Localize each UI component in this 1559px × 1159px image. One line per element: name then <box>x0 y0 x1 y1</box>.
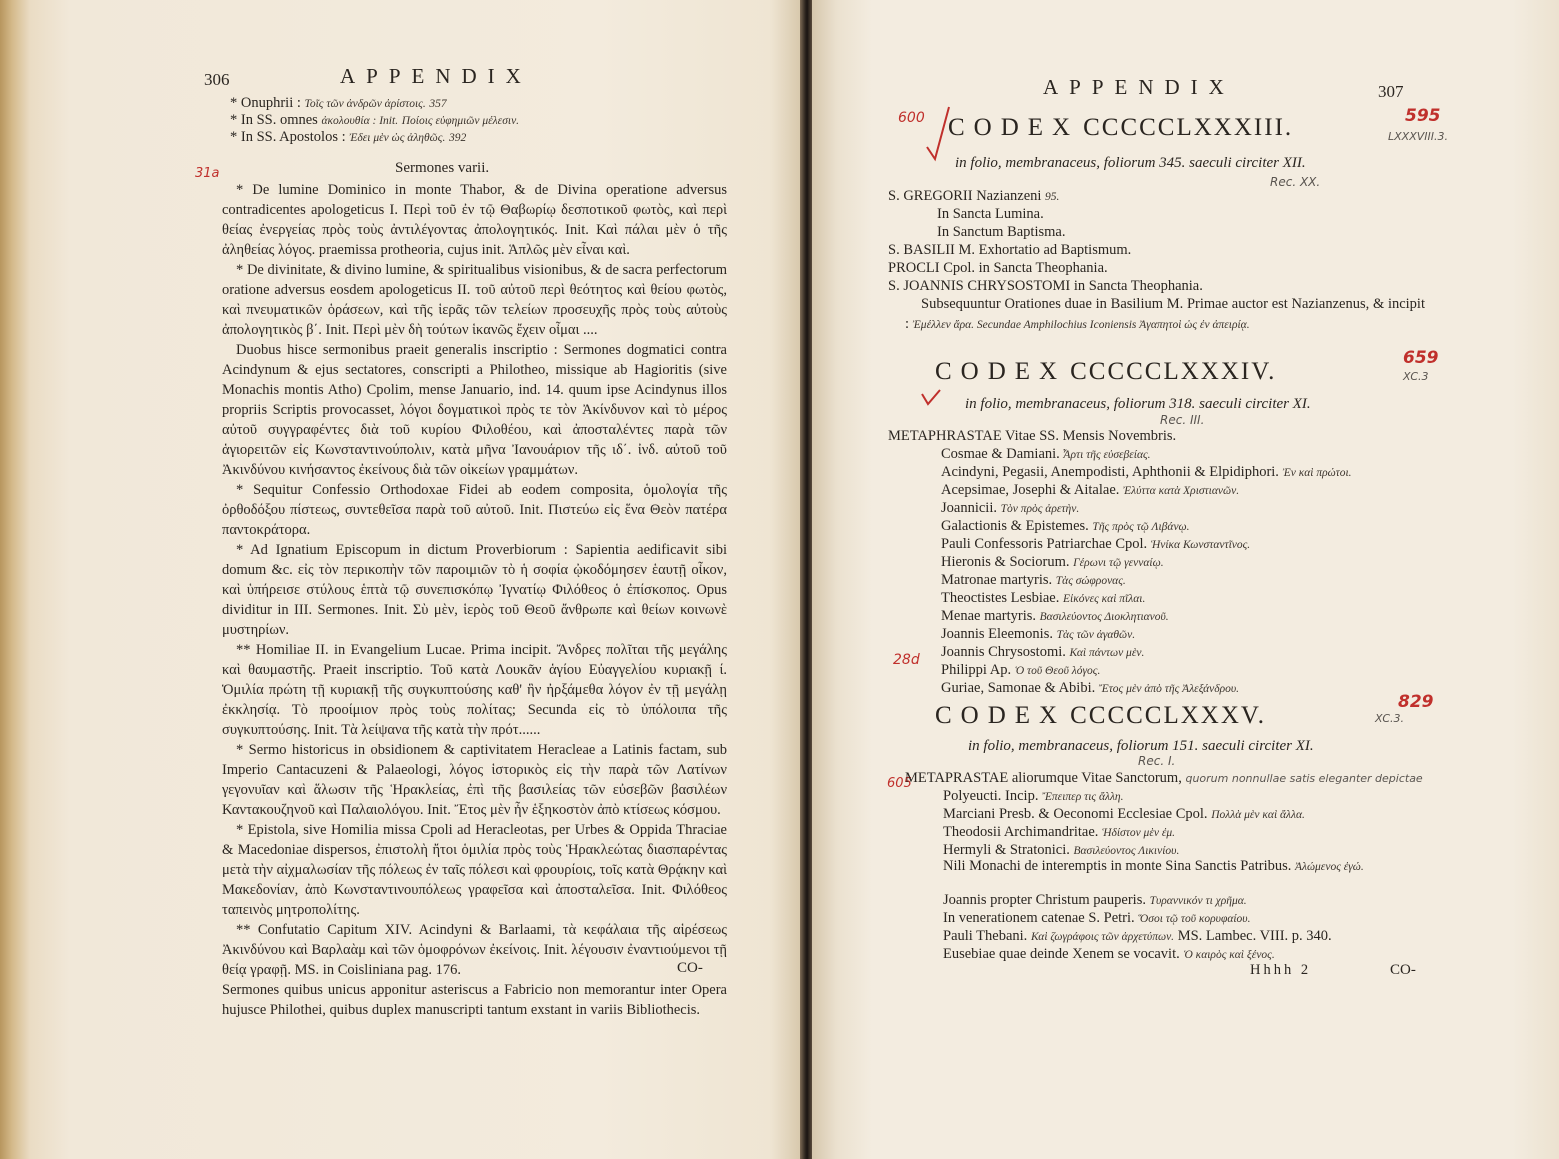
section-heading: Sermones varii. <box>395 160 490 176</box>
hand-note: Rec. III. <box>1160 413 1205 427</box>
book-gutter <box>800 0 812 1159</box>
top-item: * In SS. Apostolos : Ἐδει μὲν ὡς ἀληθῶς. 392 <box>230 129 467 145</box>
list-item: Guriae, Samonae & Abibi. Ἔτος μὲν ἀπὸ τῆς Ἀλεξάνδρου. <box>941 680 1240 696</box>
codex-heading: CODEX CCCCCLXXXIII. <box>948 114 1294 141</box>
red-annotation: 659 <box>1403 348 1439 368</box>
list-item: In Sanctum Baptisma. <box>937 224 1066 240</box>
list-item: Joannis Chrysostomi. Καὶ πάντων μὲν. <box>941 644 1145 660</box>
list-item: Acindyni, Pegasii, Anempodisti, Aphthonii & Elpidiphori. Ἐν καὶ πρώτοι. <box>941 464 1352 480</box>
list-item: Joannicii. Τὸν πρὸς ἀρετὴν. <box>941 500 1080 516</box>
list-item: Pauli Thebani. Καὶ ζωγράφοις τῶν ἀρχετύπων. MS. Lambec. VIII. p. 340. <box>943 928 1332 944</box>
pencil-annotation: XC.3. <box>1375 712 1405 725</box>
paragraph: * De lumine Dominico in monte Thabor, & de Divina operatione adversus contradicentes apologeticus I. Περὶ τοῦ ἐν τῷ Θαβωρίῳ δεσποτικοῦ φωτὸς, καὶ περὶ θείας ἐνεργείας πρὸς τοὺς ἀντιλέγοντας ἀπολογητικός. Init. Καὶ πάλαι μὲν ὁ τῆς ἀληθείας λόγος. praemissa protheoria, cujus init. Ἁπλῶς μὲν εἶναι καὶ. <box>222 182 727 258</box>
list-item: METAPRASTAE aliorumque Vitae Sanctorum, quorum nonnullae satis eleganter depictae <box>905 770 1423 786</box>
list-item: Marciani Presb. & Oeconomi Ecclesiae Cpol. Πολλὰ μὲν καὶ ἄλλα. <box>943 806 1305 822</box>
list-item: Theoctistes Lesbiae. Εἰκόνες καὶ πῖλαι. <box>941 590 1146 606</box>
page-number-left: 306 <box>204 70 230 89</box>
list-item: Philippi Ap. Ὁ τοῦ Θεοῦ λόγος. <box>941 662 1101 678</box>
codex-description: in folio, membranaceus, foliorum 151. saeculi circiter XI. <box>968 738 1314 754</box>
codex-description: in folio, membranaceus, foliorum 318. saeculi circiter XI. <box>965 396 1311 412</box>
catchword-left: CO- <box>677 960 703 976</box>
signature-mark: Hhhh 2 <box>1250 962 1312 978</box>
list-item: Theodosii Archimandritae. Ἡδίστον μὲν ἐμ. <box>943 824 1176 840</box>
list-item: S. BASILII M. Exhortatio ad Baptismum. <box>888 242 1132 258</box>
list-item: Joannis propter Christum pauperis. Τυραννικόν τι χρῆμα. <box>943 892 1247 908</box>
list-item: In Sancta Lumina. <box>937 206 1044 222</box>
margin-annotation: 605 <box>887 776 912 791</box>
paragraph: * Sequitur Confessio Orthodoxae Fidei ab eodem composita, ὁμολογία τῆς ὀρθοδόξου πίστεως, συντεθεῖσα παρὰ τοῦ αὐτοῦ. Init. Πιστεύω εἰς ἕνα Θεὸν πατέρα παντοκράτορα. <box>222 482 727 538</box>
list-item: Galactionis & Epistemes. Τῆς πρὸς τῷ Λιβάνῳ. <box>941 518 1190 534</box>
paragraph: * Sermo historicus in obsidionem & captivitatem Heracleae a Latinis factam, sub Imperio Cantacuzeni & Palaeologi, λόγος ἱστορικὸς εἰς τὴν παρὰ τῶν Λατίνων γεγονυῖαν καὶ ἅλωσιν τῆς Ἡρακλείας, ἐπὶ τῆς βασιλείας τῶν εὐσεβῶν βασιλέων Καντακουζηνοῦ καὶ Παλαιολόγου. Init. Ἔτος μὲν ἦν ἑξηκοστὸν ἀπὸ κτίσεως κόσμου. <box>222 742 727 818</box>
list-item: Hermyli & Stratonici. Βασιλεύοντος Λικινίου. <box>943 842 1180 858</box>
list-item: S. JOANNIS CHRYSOSTOMI in Sancta Theophania. <box>888 278 1203 294</box>
paragraph: * Epistola, sive Homilia missa Cpoli ad Heracleotas, per Urbes & Oppida Thraciae & Macedoniae dispersos, ἐπιστολὴ ἤτοι ὁμιλία πρὸς τοὺς Ἡρακλεώτας διασπαρέντας μετὰ τὴν αἰχμαλωσίαν τῆς πόλεως ἐν ταῖς πόλεσι καὶ φρουρίοις, τοῖς κατὰ Θρᾴκην καὶ Μακεδονίαν, ἀπὸ Κωνσταντινουπόλεως γραφεῖσα καὶ ἀποσταλεῖσα. Init. Φιλόθεος ταπεινὸς μητροπολίτης. <box>222 822 727 918</box>
paragraph: * De divinitate, & divino lumine, & spiritualibus visionibus, & de sacra perfectorum oratione adversus eosdem apologeticus II. τοῦ αὐτοῦ περὶ θεότητος καὶ θείου φωτὸς, καὶ πνευματικῶν ὁράσεων, καὶ τῆς ἱερᾶς τῶν τελείων προσευχῆς πρὸς τοὺς αὐτοὺς ἀπολογητικὸς β΄. Init. Περὶ μὲν δὴ τούτων ἱκανῶς ἔχειν οἶμαι .... <box>222 262 727 338</box>
top-item: * Onuphrii : Τοῖς τῶν ἀνδρῶν ἀρίστοις. 357 <box>230 95 447 111</box>
paragraph: ** Confutatio Capitum XIV. Acindyni & Barlaami, τὰ κεφάλαια τῆς αἱρέσεως Ἀκινδύνου καὶ Βαρλαὰμ καὶ τῶν ὁμοφρόνων ἐκείνοις. Init. λέγουσιν ἐναντιούμενοι τῇ θείᾳ γραφῇ. MS. in Coisliniana pag. 176. <box>222 922 727 978</box>
list-item: Nili Monachi de interemptis in monte Sina Sanctis Patribus. Ἀλώμενος ἐγώ. <box>943 858 1364 874</box>
margin-annotation: 600 <box>898 110 925 126</box>
paragraph: Sermones quibus unicus apponitur asteriscus a Fabricio non memorantur inter Opera hujusce Philothei, quibus duplex manuscripti tantum exstant in variis Bibliothecis. <box>222 982 727 1018</box>
list-item: Menae martyris. Βασιλεύοντος Διοκλητιανοῦ. <box>941 608 1169 624</box>
list-item: Cosmae & Damiani. Ἆρτι τῆς εὐσεβείας. <box>941 446 1151 462</box>
list-item: PROCLI Cpol. in Sancta Theophania. <box>888 260 1108 276</box>
paragraph: Duobus hisce sermonibus praeit generalis inscriptio : Sermones dogmatici contra Acindynum & ejus sectatores, conscripti a Philotheo, missique ab Hagioritis (sive Monachis montis Atho) Cpolim, mense Januario, ind. 14. quum ipse Acindynus illos propriis Scriptis provocasset, λόγοι δογματικοὶ πρὸς τε τὸν Ἀκίνδυνον καὶ τὸ μέρος αὐτοῦ συγγραφέντες διὰ τοῦ κυρίου Φιλοθέου, καὶ ἀποσταλέντες παρὰ τῶν ἁγιορειτῶν εἰς Κωνσταντινούπολιν, κατὰ μῆνα Ἰανουάριον τῆς ιδ΄. ἰνδ. αὐτοῦ τοῦ Ἀκινδύνου κινήσαντος ἐκείνους διὰ τῶν οἰκείων γραμμάτων. <box>222 342 727 478</box>
list-item: Matronae martyris. Τὰς σώφρονας. <box>941 572 1126 588</box>
pencil-annotation: LXXXVIII.3. <box>1388 130 1448 143</box>
red-annotation: 829 <box>1398 692 1434 712</box>
hand-note: Rec. I. <box>1138 754 1176 768</box>
pencil-annotation: XC.3 <box>1403 370 1429 383</box>
list-item: Acepsimae, Josephi & Aitalae. Ἐλύττα κατὰ Χριστιανῶν. <box>941 482 1240 498</box>
page-number-right: 307 <box>1378 82 1404 101</box>
list-item: S. GREGORII Nazianzeni 95. <box>888 188 1060 204</box>
list-item: Subsequuntur Orationes duae in Basilium M. Primae auctor est Nazianzenus, & incipit : Ἐμέλλεν ἄρα. Secundae Amphilochius Iconiensis Ἀγαπητοὶ ὡς ἐν ἀπειρίᾳ. <box>905 296 1425 332</box>
paragraph: * Ad Ignatium Episcopum in dictum Proverbiorum : Sapientia aedificavit sibi domum &c. εἰς τὸν περικοπὴν τῶν παροιμιῶν τὸ ἡ σοφία ᾠκοδόμησεν ἑαυτῇ οἶκον, καὶ ὑπήρεισε στύλους ἑπτὰ τῷ συνεπισκόπῳ Ἰγνατίῳ Φιλόθεος ὁ ἐπίσκοπος. Opus dividitur in III. Sermones. Init. Σὺ μὲν, ἱερὸς τοῦ Θεοῦ ἄνθρωπε καὶ θείων κοινωνὲ μυστηρίων. <box>222 542 727 638</box>
list-item: In venerationem catenae S. Petri. Ὅσοι τῷ τοῦ κορυφαίου. <box>943 910 1251 926</box>
running-head-left: APPENDIX <box>340 64 532 88</box>
catchword-right: CO- <box>1390 962 1416 978</box>
list-item: Polyeucti. Incip. Ἔπειπερ τις ἄλλη. <box>943 788 1124 804</box>
list-item: Hieronis & Sociorum. Γέρωνι τῷ γενναίῳ. <box>941 554 1164 570</box>
left-body <box>222 180 727 1020</box>
list-item: Joannis Eleemonis. Τὰς τῶν ἀγαθῶν. <box>941 626 1136 642</box>
running-head-right: APPENDIX <box>1043 75 1235 99</box>
list-item: Eusebiae quae deinde Xenem se vocavit. Ὁ καιρὸς καὶ ξένος. <box>943 946 1275 962</box>
codex-heading: CODEX CCCCCLXXXIV. <box>935 358 1277 385</box>
list-item: Pauli Confessoris Patriarchae Cpol. Ἡνίκα Κωνσταντῖνος. <box>941 536 1251 552</box>
right-page <box>812 0 1559 1159</box>
margin-annotation: 28d <box>893 652 920 668</box>
paragraph: ** Homiliae II. in Evangelium Lucae. Prima incipit. Ἄνδρες πολῖται τῆς μεγάλης καὶ θαυμαστῆς. Praeit inscriptio. Τοῦ κατὰ Λουκᾶν ἁγίου Εὐαγγελίου κυριακῇ ί. Ὁμιλία πρώτη τῇ κυριακῇ τῆς συγκυπτούσης καθ' ἣν ἠρξάμεθα λόγον ἐν τῇ μεγάλῃ ἐκκλησίᾳ. Τὸ προοίμιον πρὸς τοὺς πολίτας; Secunda εἰς τὸ ὑπόλοιπα τῆς συγκυπτούσης. Init. Τὰ λείψανα τῆς κατὰ τὴν πρότ...... <box>222 642 727 738</box>
codex-description: in folio, membranaceus, foliorum 345. saeculi circiter XII. <box>955 155 1306 171</box>
list-item: METAPHRASTAE Vitae SS. Mensis Novembris. <box>888 428 1177 444</box>
hand-note: Rec. XX. <box>1270 175 1321 189</box>
check-mark-icon <box>920 386 944 410</box>
codex-heading: CODEX CCCCCLXXXV. <box>935 702 1266 729</box>
top-item: * In SS. omnes ἀκολουθία : Init. Ποίοις εὐφημιῶν μέλεσιν. <box>230 112 520 128</box>
red-annotation: 595 <box>1405 106 1441 126</box>
margin-annotation: 31a <box>195 166 220 181</box>
